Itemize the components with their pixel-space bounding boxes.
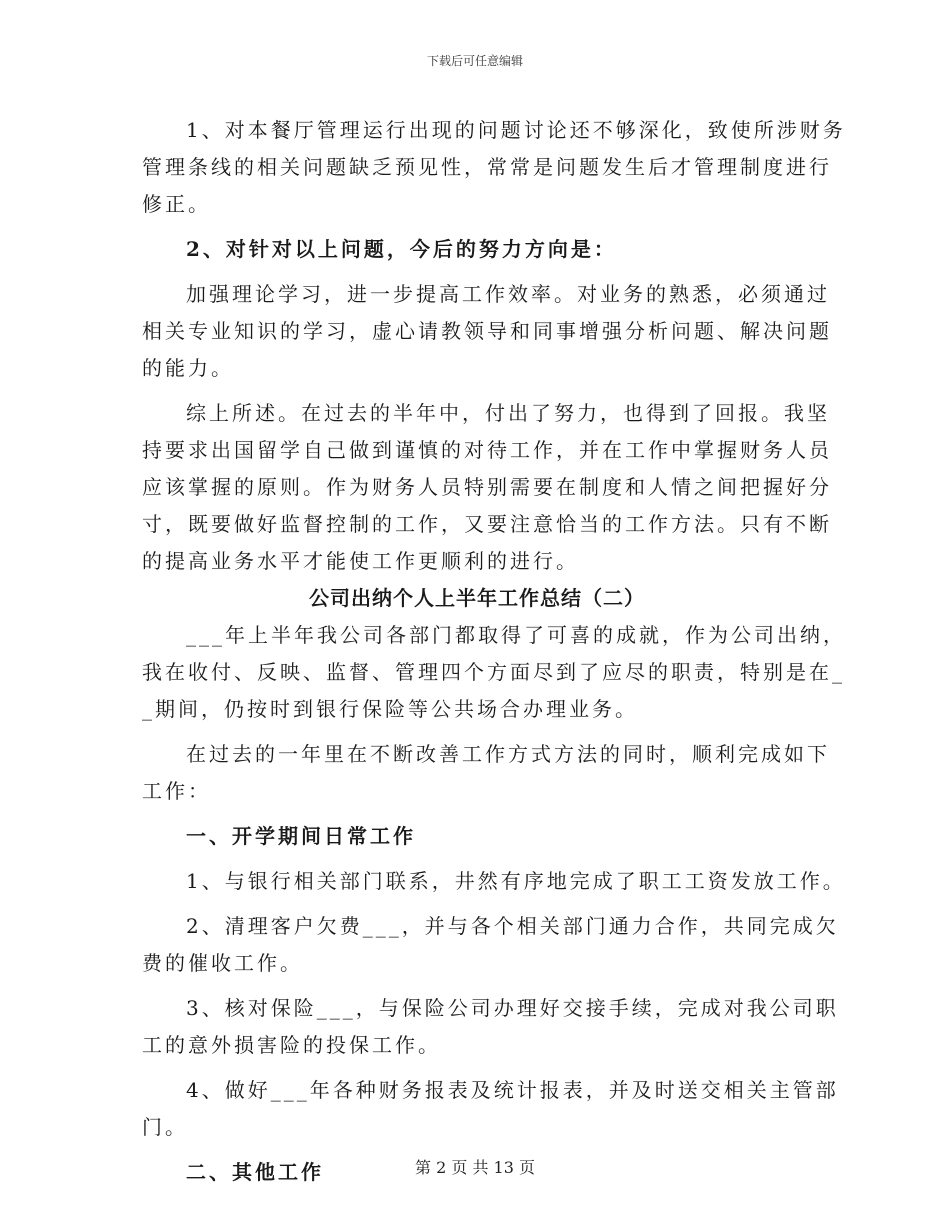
heading-line: 二、其他工作 — [186, 1160, 324, 1184]
text-line: 的提高业务水平才能使工作更顺利的进行。 — [142, 549, 579, 573]
paragraph-gap — [142, 810, 812, 818]
section-title: 公司出纳个人上半年工作总结（二） — [309, 586, 645, 610]
page-header: 下载后可任意编辑 — [426, 54, 523, 68]
paragraph-gap — [142, 387, 812, 395]
text-line: 1、对本餐厅管理运行出现的问题讨论还不够深化，致使所涉财务 — [186, 118, 846, 142]
text-line: 应该掌握的原则。作为财务人员特别需要在制度和人情之间把握好分 — [142, 475, 832, 499]
text-line: 在过去的一年里在不断改善工作方式方法的同时，顺利完成如下 — [186, 742, 830, 766]
heading-line: 一、开学期间日常工作 — [186, 824, 416, 848]
document-body — [142, 112, 846, 1191]
paragraph-gap — [142, 223, 812, 231]
paragraph-gap — [142, 1146, 812, 1154]
text-line: 的能力。 — [142, 356, 234, 380]
paragraph-gap — [142, 855, 812, 863]
paragraph-gap — [142, 268, 812, 276]
text-line: 修正。 — [142, 192, 211, 216]
paragraph-gap — [142, 1064, 812, 1072]
text-line: 寸，既要做好监督控制的工作，又要注意恰当的工作方法。只有不断 — [142, 512, 832, 536]
heading-line: 2、对针对以上问题，今后的努力方向是： — [186, 237, 617, 261]
text-line: _期间，仍按时到银行保险等公共场合办理业务。 — [142, 697, 638, 721]
text-line: 综上所述。在过去的半年中，付出了努力，也得到了回报。我坚 — [186, 401, 830, 425]
page-footer: 第 2 页 共 13 页 — [415, 1158, 535, 1177]
text-line: 1、与银行相关部门联系，井然有序地完成了职工工资发放工作。 — [186, 869, 846, 893]
text-line: 加强理论学习，进一步提高工作效率。对业务的熟悉，必须通过 — [186, 282, 830, 306]
text-line: 3、核对保险___，与保险公司办理好交接手续，完成对我公司职 — [186, 996, 839, 1020]
text-line: 相关专业知识的学习，虚心请教领导和同事增强分析问题、解决问题 — [142, 319, 832, 343]
text-line: 2、清理客户欠费___，并与各个相关部门通力合作，共同完成欠 — [186, 914, 839, 938]
text-line: 持要求出国留学自己做到谨慎的对待工作，并在工作中掌握财务人员 — [142, 438, 832, 462]
text-line: ___年上半年我公司各部门都取得了可喜的成就，作为公司出纳， — [186, 623, 846, 647]
text-line: 工的意外损害险的投保工作。 — [142, 1033, 441, 1057]
paragraph-gap — [142, 982, 812, 990]
text-line: 4、做好___年各种财务报表及统计报表，并及时送交相关主管部 — [186, 1078, 839, 1102]
text-line: 管理条线的相关问题缺乏预见性，常常是问题发生后才管理制度进行 — [142, 155, 832, 179]
paragraph-gap — [142, 728, 812, 736]
text-line: 我在收付、反映、监督、管理四个方面尽到了应尽的职责，特别是在_ — [142, 660, 845, 684]
text-line: 门。 — [142, 1115, 188, 1139]
text-line: 工作： — [142, 779, 211, 803]
text-line: 费的催收工作。 — [142, 951, 303, 975]
paragraph-gap — [142, 900, 812, 908]
